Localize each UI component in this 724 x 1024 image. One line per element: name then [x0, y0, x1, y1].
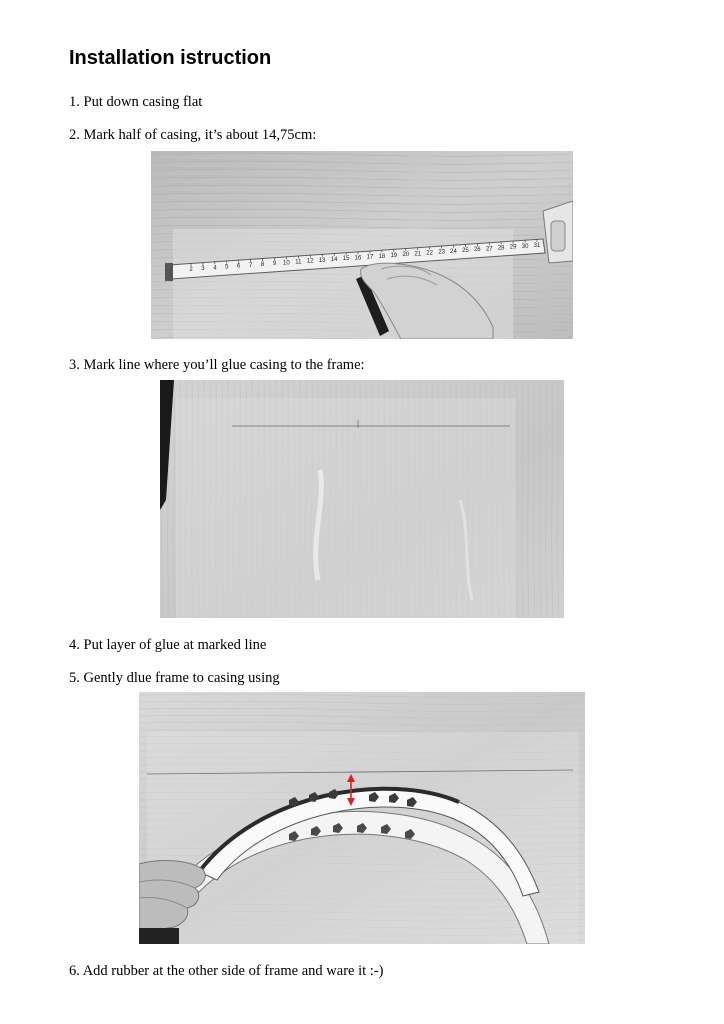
- tape-number-label: 14: [330, 257, 338, 264]
- tape-number-label: 4: [213, 265, 217, 272]
- tape-number-label: 26: [473, 247, 481, 254]
- tape-number-label: 30: [521, 243, 529, 250]
- tape-number-label: 25: [462, 248, 469, 254]
- tape-number-label: 29: [509, 244, 517, 251]
- tape-number-label: 24: [450, 248, 457, 255]
- tape-number-label: 10: [283, 260, 290, 267]
- tape-number-label: 19: [390, 252, 398, 259]
- tape-number-label: 16: [354, 255, 362, 262]
- step-2: 2. Mark half of casing, it’s about 14,75cm:: [69, 127, 317, 143]
- tape-number-label: 12: [306, 258, 314, 265]
- tape-number-label: 22: [426, 250, 433, 257]
- tape-number-label: 5: [225, 264, 229, 271]
- tape-number-label: 21: [414, 251, 422, 258]
- measuring-photo: [151, 151, 573, 339]
- tape-number-label: 15: [342, 256, 350, 263]
- tape-number-label: 6: [237, 263, 241, 270]
- step-4: 4. Put layer of glue at marked line: [69, 637, 267, 653]
- tape-number-label: 23: [438, 249, 445, 256]
- marked-line-photo: [160, 380, 564, 618]
- step-1: 1. Put down casing flat: [69, 94, 203, 110]
- document-title: Installation istruction: [69, 47, 272, 69]
- step-6: 6. Add rubber at the other side of frame and ware it :-): [69, 963, 384, 979]
- tape-number-label: 9: [272, 261, 277, 268]
- tape-number-label: 7: [249, 262, 253, 269]
- tape-number-label: 18: [378, 253, 386, 260]
- tape-number-label: 31: [533, 243, 541, 249]
- tape-number-label: 11: [295, 259, 302, 266]
- tape-number-label: 13: [318, 257, 326, 264]
- tape-number-label: 3: [201, 266, 205, 273]
- gluing-frame-photo: [139, 692, 585, 944]
- tape-number-label: 17: [366, 254, 374, 261]
- step-3: 3. Mark line where you’ll glue casing to the frame:: [69, 357, 365, 373]
- tape-number-label: 28: [497, 245, 505, 252]
- tape-number-label: 2: [189, 267, 193, 273]
- tape-number-label: 27: [485, 246, 493, 253]
- step-5: 5. Gently dlue frame to casing using: [69, 670, 280, 686]
- tape-number-label: 20: [402, 252, 410, 259]
- tape-number-label: 8: [260, 262, 265, 268]
